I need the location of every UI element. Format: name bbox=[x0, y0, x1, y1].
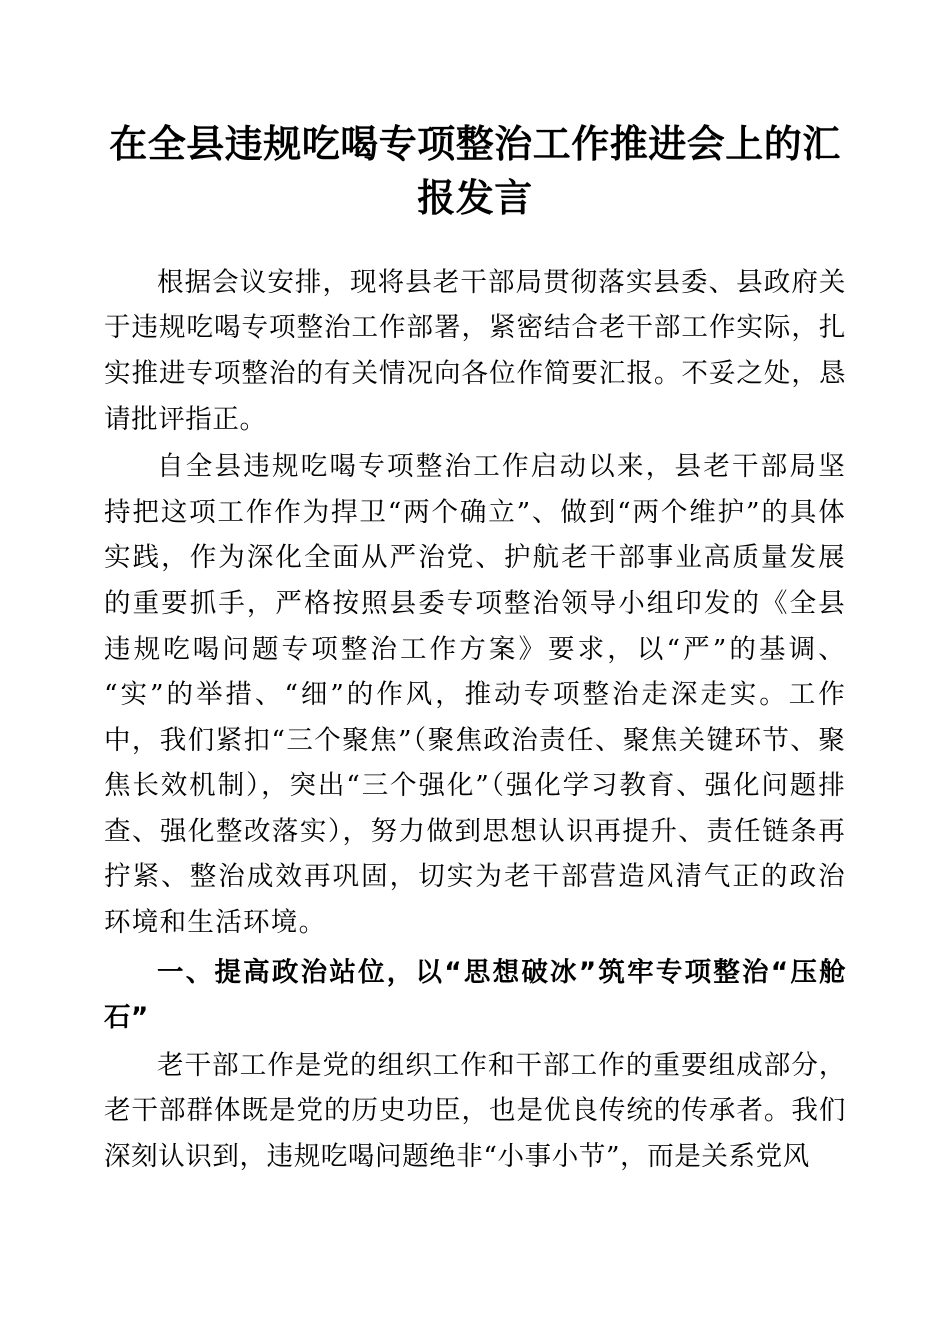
section-heading-1: 一、提高政治站位，以“思想破冰”筑牢专项整治“压舱石” bbox=[104, 956, 846, 1034]
paragraph-intro: 根据会议安排，现将县老干部局贯彻落实县委、县政府关于违规吃喝专项整治工作部署，紧密结合老干部工作实际，扎实推进专项整治的有关情况向各位作简要汇报。不妥之处，恳请批评指正。 bbox=[104, 266, 846, 435]
page-title: 在全县违规吃喝专项整治工作推进会上的汇报发言 bbox=[109, 122, 841, 220]
paragraph-section-1-body: 老干部工作是党的组织工作和干部工作的重要组成部分，老干部群体既是党的历史功臣，也是优良传统的传承者。我们深刻认识到，违规吃喝问题绝非“小事小节”，而是关系党风 bbox=[104, 1049, 846, 1172]
paragraph-overview: 自全县违规吃喝专项整治工作启动以来，县老干部局坚持把这项工作作为捍卫“两个确立”、做到“两个维护”的具体实践，作为深化全面从严治党、护航老干部事业高质量发展的重要抓手，严格按照县委专项整治领导小组印发的《全县违规吃喝问题专项整治工作方案》要求，以“严”的基调、“实”的举措、“细”的作风，推动专项整治走深走实。工作中，我们紧扣“三个聚焦”（聚焦政治责任、聚焦关键环节、聚焦长效机制），突出“三个强化”（强化学习教育、强化问题排查、强化整改落实），努力做到思想认识再提升、责任链条再拧紧、整治成效再巩固，切实为老干部营造风清气正的政治环境和生活环境。 bbox=[104, 451, 846, 938]
